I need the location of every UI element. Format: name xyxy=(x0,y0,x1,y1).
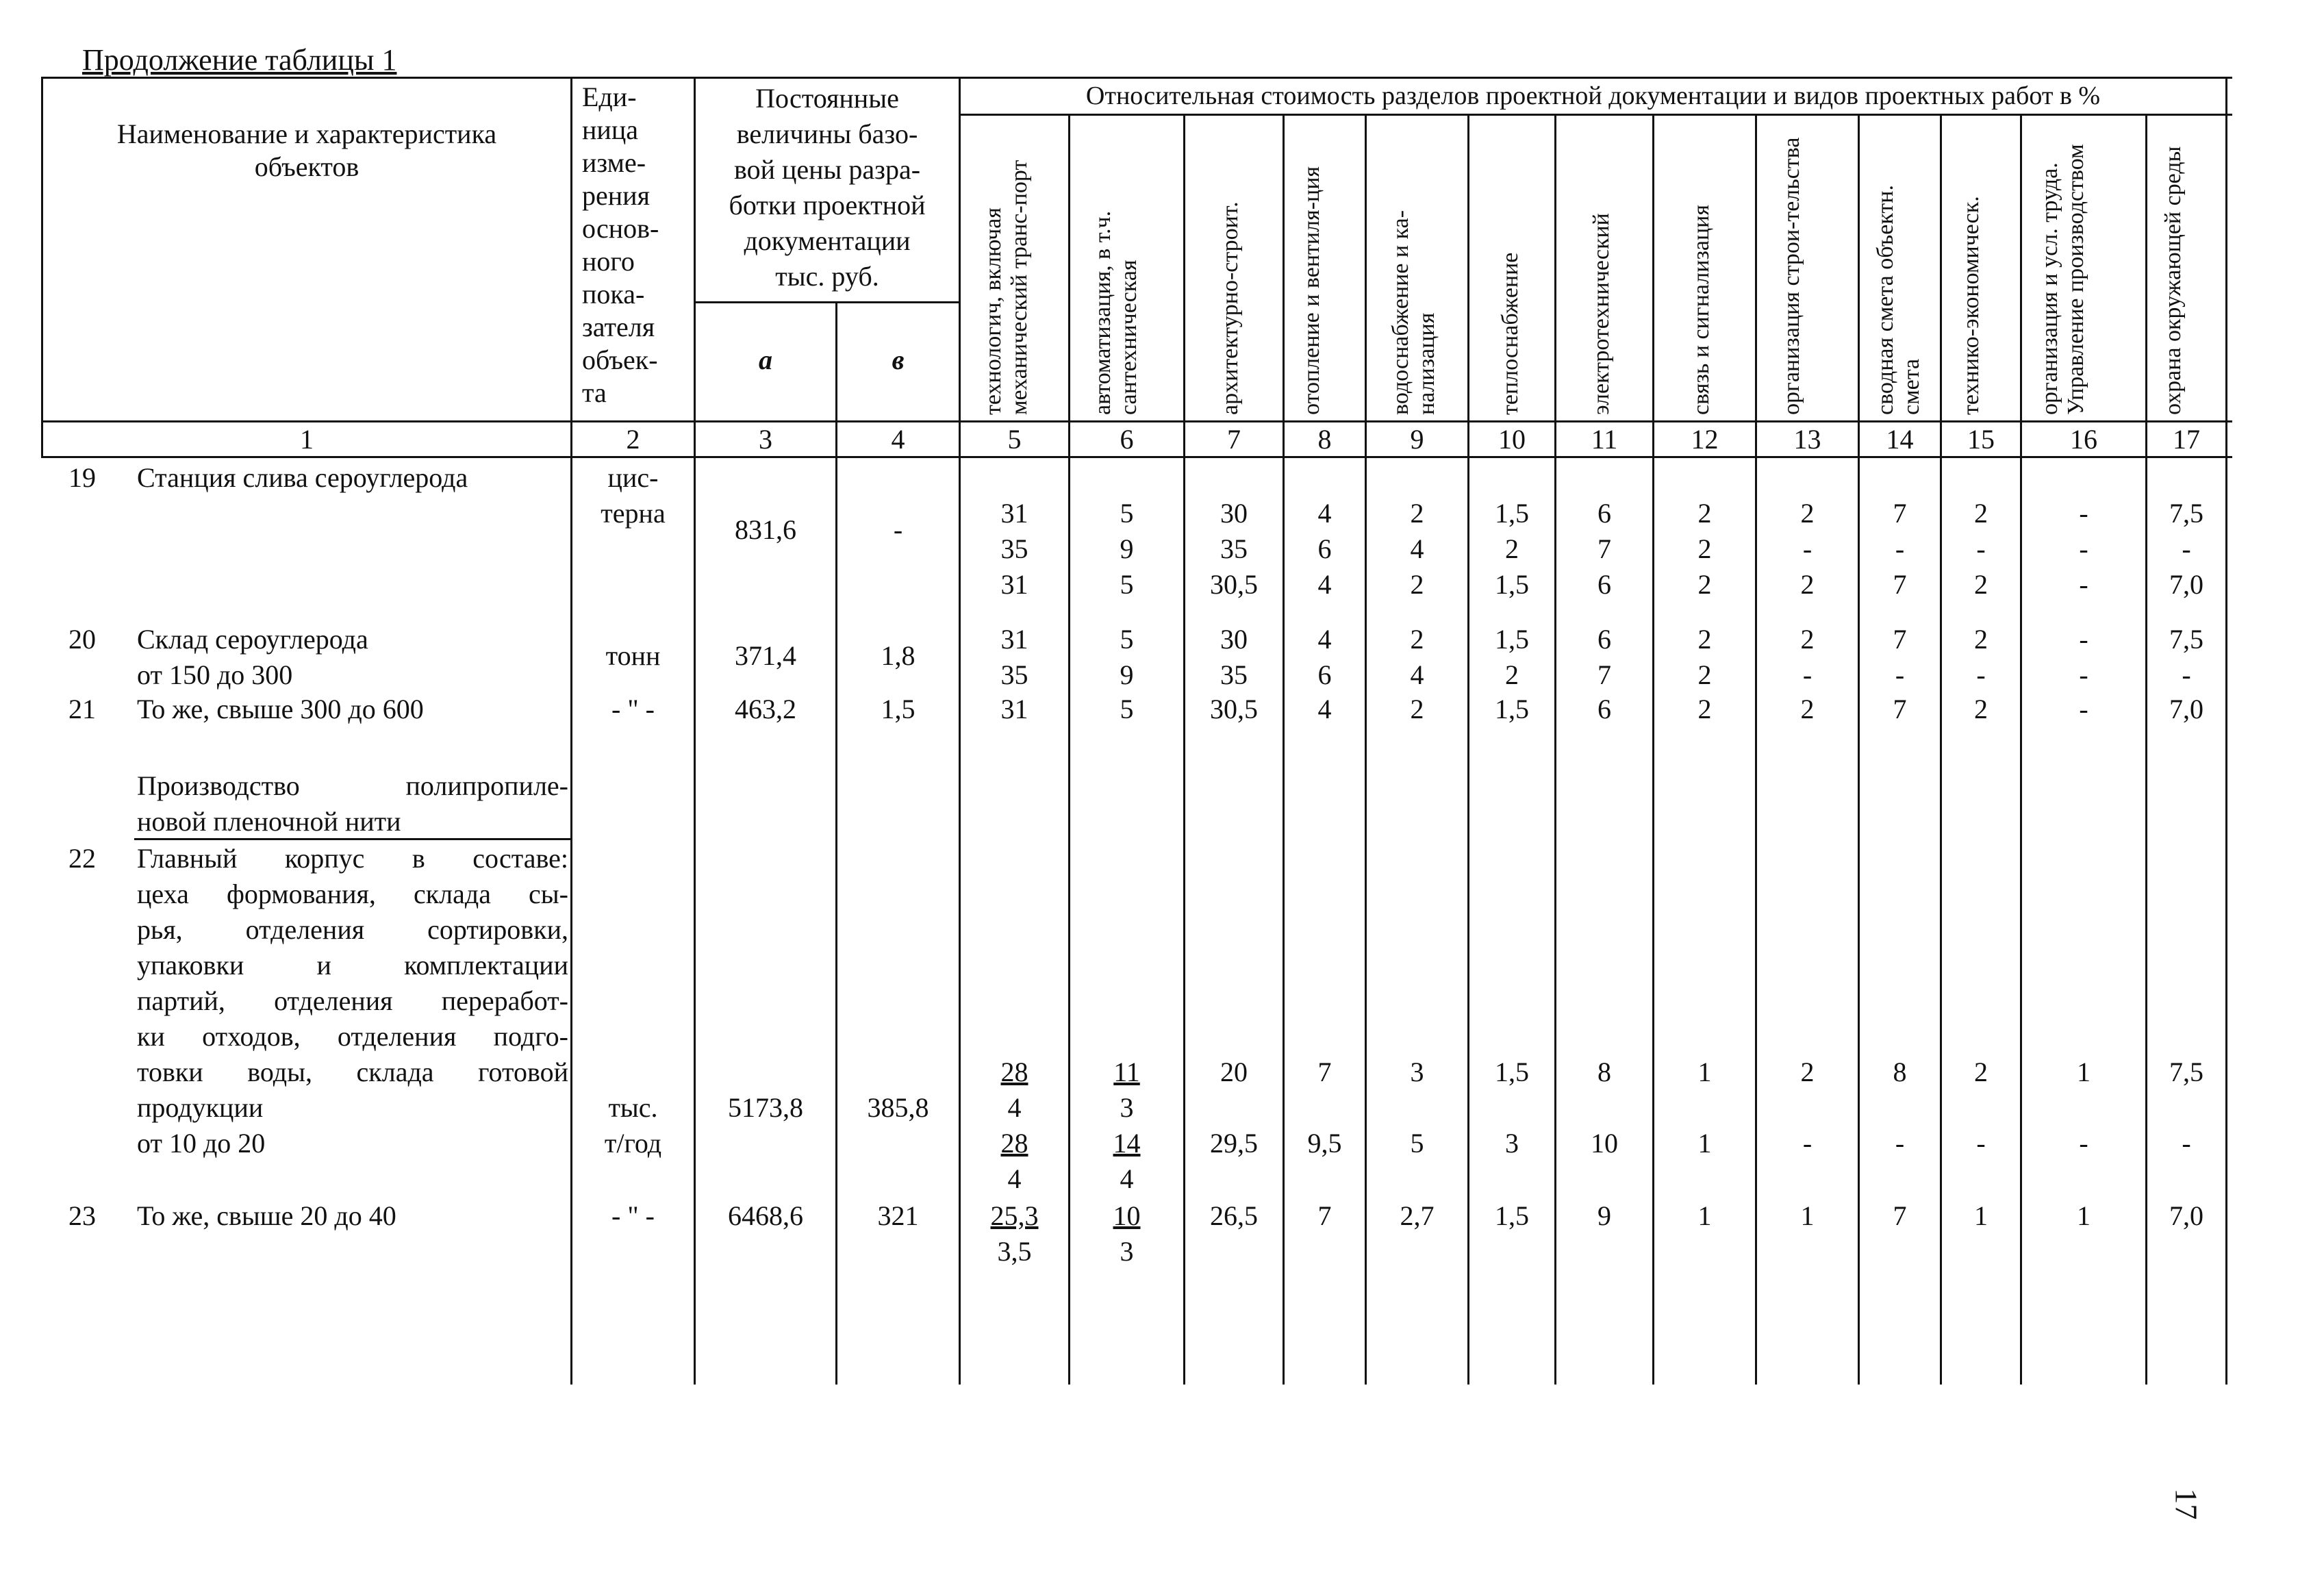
row-unit: - " - xyxy=(611,694,655,724)
cell: 6 xyxy=(1317,659,1332,690)
cell: 2 xyxy=(1410,498,1424,529)
cell: 7 xyxy=(1597,533,1611,564)
cell: 6 xyxy=(1317,533,1332,564)
cell: - xyxy=(1895,1128,1905,1159)
row-unit: тонн xyxy=(605,640,661,671)
header-unit-line: основ- xyxy=(582,213,659,244)
cell: 2 xyxy=(1800,694,1815,724)
header-name xyxy=(44,118,570,184)
cell: 2 xyxy=(1410,569,1424,600)
cell-denominator: 3 xyxy=(1120,1092,1134,1123)
cell: 2 xyxy=(1697,533,1712,564)
row-unit: цис- xyxy=(607,462,659,493)
colnum: 1 xyxy=(300,424,314,455)
cell: 6 xyxy=(1597,694,1611,724)
cell: 2 xyxy=(1410,694,1424,724)
cell: 6 xyxy=(1597,624,1611,655)
cell: 31 xyxy=(1000,569,1028,600)
cell-numerator: 11 xyxy=(1113,1057,1140,1087)
cell: 4 xyxy=(1317,498,1332,529)
vheader-8: отопление и вентиля-ция xyxy=(1299,166,1324,415)
cell: 2 xyxy=(1697,569,1712,600)
colnum: 11 xyxy=(1591,424,1618,455)
cell: 4 xyxy=(1410,659,1424,690)
cell-b: 1,8 xyxy=(881,640,915,671)
header-unit-line: объек- xyxy=(582,344,658,375)
header-unit-line: рения xyxy=(582,180,650,211)
table-caption xyxy=(82,42,396,78)
cell-numerator: 25,3 xyxy=(990,1200,1039,1231)
row-number: 23 xyxy=(68,1200,96,1231)
vheader-14: сводная смета объектн. смета xyxy=(1873,185,1924,415)
cell: 7,0 xyxy=(2169,569,2203,600)
vheader-16: организация и усл. труда. Управление производством xyxy=(2037,144,2088,415)
cell-b: 385,8 xyxy=(867,1092,929,1123)
row-unit: терна xyxy=(601,498,666,529)
header-unit-line: изме- xyxy=(582,147,646,178)
cell: 2,7 xyxy=(1400,1200,1435,1231)
colnum: 6 xyxy=(1120,424,1134,455)
row-name-line: от 10 до 20 xyxy=(137,1128,266,1159)
vheader-11: электротехнический xyxy=(1589,213,1614,415)
cell: 7 xyxy=(1893,569,1907,600)
cell: 9 xyxy=(1597,1200,1611,1231)
header-unit-line: ного xyxy=(582,246,635,277)
cell: 3 xyxy=(1505,1128,1519,1159)
cell: 1 xyxy=(1974,1200,1988,1231)
cell: 2 xyxy=(1800,569,1815,600)
colnum: 3 xyxy=(759,424,772,455)
header-const-line: документации xyxy=(744,225,911,256)
row-name-line: продукции xyxy=(137,1092,264,1123)
cell-denominator: 4 xyxy=(1120,1163,1134,1194)
cell: - xyxy=(1976,1128,1986,1159)
cell: 2 xyxy=(1800,624,1815,655)
row-name: То же, свыше 20 до 40 xyxy=(137,1200,396,1231)
cell-numerator: 10 xyxy=(1113,1200,1141,1231)
vheader-13: организация строи-тельства xyxy=(1779,137,1804,415)
row-number: 22 xyxy=(68,843,96,874)
cell: 9,5 xyxy=(1307,1128,1342,1159)
cell: 4 xyxy=(1317,624,1332,655)
cell: 6 xyxy=(1597,569,1611,600)
cell: - xyxy=(1802,659,1813,690)
cell: - xyxy=(1802,533,1813,564)
row-name-line: упаковки и комплектации xyxy=(137,950,568,981)
cell: - xyxy=(2079,533,2088,564)
cell: 35 xyxy=(1220,659,1248,690)
cell: 5 xyxy=(1120,624,1134,655)
row-name-line: Главный корпус в составе: xyxy=(137,843,568,874)
cell-a: 5173,8 xyxy=(728,1092,803,1123)
cell-denominator: 3,5 xyxy=(997,1236,1032,1267)
cell: - xyxy=(1895,659,1905,690)
cell: 29,5 xyxy=(1210,1128,1258,1159)
cell: - xyxy=(2079,659,2088,690)
cell-b: - xyxy=(893,514,903,545)
cell: - xyxy=(2079,624,2088,655)
colnum: 2 xyxy=(626,424,640,455)
header-col-b: в xyxy=(892,344,905,375)
cell: 7,0 xyxy=(2169,694,2203,724)
cell-numerator: 14 xyxy=(1113,1128,1141,1159)
cell: 1 xyxy=(1697,1057,1712,1087)
cell-denominator: 3 xyxy=(1120,1236,1134,1267)
colnum: 9 xyxy=(1410,424,1424,455)
cell: 30 xyxy=(1220,498,1248,529)
row-name-line: партий, отделения переработ- xyxy=(137,985,568,1016)
cell: - xyxy=(2079,694,2088,724)
cell: 9 xyxy=(1120,533,1134,564)
cell: 4 xyxy=(1317,694,1332,724)
cell-numerator: 28 xyxy=(1000,1057,1028,1087)
colnum: 10 xyxy=(1498,424,1526,455)
row-name: от 150 до 300 xyxy=(137,659,293,690)
cell: 35 xyxy=(1000,659,1028,690)
cell: 5 xyxy=(1410,1128,1424,1159)
cell: - xyxy=(1802,1128,1813,1159)
row-name-line: рья, отделения сортировки, xyxy=(137,914,568,945)
header-unit-line: Еди- xyxy=(582,81,637,112)
header-unit-line: пока- xyxy=(582,279,645,309)
row-number: 19 xyxy=(68,462,96,493)
row-unit: тыс. xyxy=(608,1092,658,1123)
colnum: 7 xyxy=(1227,424,1241,455)
cell: 5 xyxy=(1120,569,1134,600)
cell: 7 xyxy=(1893,694,1907,724)
cell: 35 xyxy=(1000,533,1028,564)
cell: 2 xyxy=(1697,624,1712,655)
row-unit: - " - xyxy=(611,1200,655,1231)
cell: - xyxy=(2079,498,2088,529)
cell: 7 xyxy=(1893,1200,1907,1231)
cell: 2 xyxy=(1800,498,1815,529)
cell-numerator: 28 xyxy=(1000,1128,1028,1159)
header-unit-line: зателя xyxy=(582,312,655,342)
cell: 2 xyxy=(1974,694,1988,724)
cell: 2 xyxy=(1974,498,1988,529)
cell: 8 xyxy=(1597,1057,1611,1087)
cell: 2 xyxy=(1974,569,1988,600)
cell: 7,5 xyxy=(2169,624,2203,655)
cell: 1,5 xyxy=(1495,624,1529,655)
cell: 1,5 xyxy=(1495,569,1529,600)
cell: 2 xyxy=(1800,1057,1815,1087)
colnum: 17 xyxy=(2173,424,2200,455)
cell: - xyxy=(2182,659,2191,690)
cell: 30 xyxy=(1220,624,1248,655)
page-number: 17 xyxy=(2169,1488,2204,1520)
row-name-line: цеха формования, склада сы- xyxy=(137,879,568,909)
cell: - xyxy=(2182,1128,2191,1159)
cell: - xyxy=(2182,533,2191,564)
header-const-line: Постоянные xyxy=(755,83,899,114)
header-name-line: объектов xyxy=(254,151,359,182)
colnum: 16 xyxy=(2070,424,2097,455)
cell: 4 xyxy=(1317,569,1332,600)
row-number: 21 xyxy=(68,694,96,724)
header-name-line: Наименование и характеристика xyxy=(116,118,497,149)
row-number: 20 xyxy=(68,624,96,655)
colnum: 8 xyxy=(1317,424,1332,455)
header-unit-line: та xyxy=(582,377,607,408)
colnum: 13 xyxy=(1793,424,1821,455)
vheader-9: водоснабжение и ка-нализация xyxy=(1388,210,1439,415)
cell: 31 xyxy=(1000,498,1028,529)
cell: 1 xyxy=(1697,1128,1712,1159)
cell-a: 463,2 xyxy=(735,694,796,724)
cell: 2 xyxy=(1697,498,1712,529)
vheader-6: автоматизация, в т.ч. сантехническая xyxy=(1090,210,1141,415)
cell-denominator: 4 xyxy=(1007,1092,1022,1123)
vheader-17: охрана окружающей среды xyxy=(2160,146,2186,415)
cell: 1 xyxy=(2077,1057,2091,1087)
cell: 4 xyxy=(1410,533,1424,564)
cell: 7,5 xyxy=(2169,1057,2203,1087)
cell: 2 xyxy=(1505,533,1519,564)
cell: 2 xyxy=(1697,659,1712,690)
colnum: 4 xyxy=(891,424,905,455)
row-unit: т/год xyxy=(604,1128,662,1159)
vheader-15: технико-экономическ. xyxy=(1958,196,1984,415)
cell: 30,5 xyxy=(1210,569,1258,600)
vheader-5: технологич, включая механический транс-порт xyxy=(981,160,1032,415)
header-const-line: тыс. руб. xyxy=(775,261,879,292)
header-col-a: а xyxy=(759,344,772,375)
cell: 31 xyxy=(1000,624,1028,655)
header-relative-cost: Относительная стоимость разделов проектной документации и видов проектных работ в % xyxy=(1085,81,2101,110)
cell: 26,5 xyxy=(1210,1200,1258,1231)
caption-text: Продолжение таблицы 1 xyxy=(82,43,397,77)
header-unit xyxy=(582,81,659,409)
cell: - xyxy=(2079,1128,2088,1159)
vheader-12: связь и сигнализация xyxy=(1689,205,1714,415)
cell: 5 xyxy=(1120,498,1134,529)
cell: 2 xyxy=(1505,659,1519,690)
cell: 7 xyxy=(1893,624,1907,655)
cell: 20 xyxy=(1220,1057,1248,1087)
header-unit-line: ница xyxy=(582,114,638,145)
header-const-line: вой цены разра- xyxy=(733,154,921,185)
cell-a: 6468,6 xyxy=(728,1200,803,1231)
cell: 35 xyxy=(1220,533,1248,564)
cell-a: 831,6 xyxy=(735,514,796,545)
header-const-line: величины базо- xyxy=(736,118,918,149)
cell: 9 xyxy=(1120,659,1134,690)
colnum: 5 xyxy=(1007,424,1022,455)
cell: 2 xyxy=(1974,624,1988,655)
cell: - xyxy=(2079,569,2088,600)
cell: 7 xyxy=(1893,498,1907,529)
cell: 1,5 xyxy=(1495,498,1529,529)
cell: 2 xyxy=(1974,1057,1988,1087)
cell: 1 xyxy=(1697,1200,1712,1231)
cell: 1 xyxy=(1800,1200,1815,1231)
cell: 8 xyxy=(1893,1057,1907,1087)
colnum: 14 xyxy=(1886,424,1914,455)
cell: - xyxy=(1976,659,1986,690)
cell: 3 xyxy=(1410,1057,1424,1087)
cell: - xyxy=(1895,533,1905,564)
row-name-line: товки воды, склада готовой xyxy=(137,1057,568,1087)
cell: 10 xyxy=(1591,1128,1618,1159)
row-name-line: ки отходов, отделения подго- xyxy=(137,1021,568,1052)
cell: 5 xyxy=(1120,694,1134,724)
cell: 7,5 xyxy=(2169,498,2203,529)
cell: 1,5 xyxy=(1495,1057,1529,1087)
cell: 2 xyxy=(1697,694,1712,724)
cell: 6 xyxy=(1597,498,1611,529)
cell: 7,0 xyxy=(2169,1200,2203,1231)
section-line: новой пленочной нити xyxy=(137,806,401,837)
cell: 2 xyxy=(1410,624,1424,655)
cell-b: 321 xyxy=(877,1200,919,1231)
colnum: 15 xyxy=(1967,424,1995,455)
row-name: Станция слива сероуглерода xyxy=(137,462,468,493)
cell: 7 xyxy=(1597,659,1611,690)
cell: 1,5 xyxy=(1495,694,1529,724)
vheader-7: архитектурно-строит. xyxy=(1217,201,1243,415)
colnum: 12 xyxy=(1691,424,1719,455)
cell: 7 xyxy=(1317,1057,1332,1087)
cell: 1,5 xyxy=(1495,1200,1529,1231)
header-const-line: ботки проектной xyxy=(729,190,926,220)
row-name: Склад сероуглерода xyxy=(137,624,368,655)
cell: - xyxy=(1976,533,1986,564)
cell: 1 xyxy=(2077,1200,2091,1231)
vheader-10: теплоснабжение xyxy=(1498,252,1523,415)
header-const xyxy=(696,81,959,294)
cell-denominator: 4 xyxy=(1007,1163,1022,1194)
cell: 30,5 xyxy=(1210,694,1258,724)
cell: 31 xyxy=(1000,694,1028,724)
section-line: Производство полипропиле- xyxy=(137,770,568,801)
cell: 7 xyxy=(1317,1200,1332,1231)
row-name: То же, свыше 300 до 600 xyxy=(137,694,424,724)
cell-a: 371,4 xyxy=(735,640,796,671)
cell-b: 1,5 xyxy=(881,694,915,724)
